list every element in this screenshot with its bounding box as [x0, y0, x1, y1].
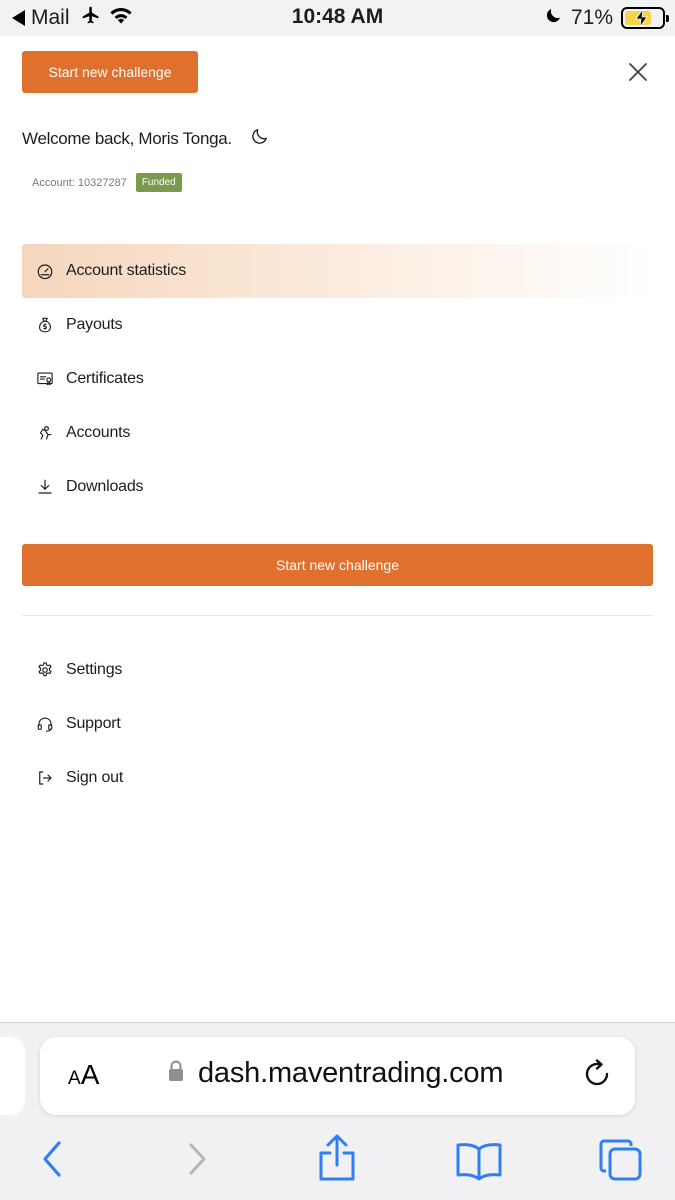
lock-icon — [168, 1057, 184, 1090]
share-icon[interactable] — [316, 1133, 358, 1188]
headset-icon — [36, 715, 54, 733]
welcome-message: Welcome back, Moris Tonga. — [22, 128, 232, 148]
reload-icon[interactable] — [583, 1057, 613, 1096]
funded-badge: Funded — [136, 173, 182, 192]
money-bag-icon — [36, 316, 54, 334]
back-icon[interactable] — [38, 1139, 66, 1184]
nav-item-downloads[interactable] — [22, 460, 653, 514]
url-text: dash.maventrading.com — [198, 1057, 504, 1089]
nav-item-accounts[interactable] — [22, 406, 653, 460]
nav-item-payouts[interactable] — [22, 298, 653, 352]
safari-bottom-bar — [0, 1022, 675, 1200]
sign-out-icon — [36, 769, 54, 787]
nav-item-account-statistics[interactable] — [22, 244, 653, 298]
nav-item-support[interactable] — [22, 697, 653, 751]
certificate-icon — [36, 370, 54, 388]
forward-icon[interactable] — [184, 1139, 212, 1184]
battery-charging-icon — [621, 7, 665, 29]
dark-mode-toggle-moon-icon[interactable] — [250, 126, 270, 151]
address-bar[interactable] — [40, 1037, 635, 1115]
moon-icon — [545, 5, 563, 31]
previous-tab-preview[interactable] — [0, 1037, 25, 1115]
divider — [22, 615, 653, 616]
bookmarks-icon[interactable] — [454, 1141, 504, 1186]
accounts-icon — [36, 424, 54, 442]
download-icon — [36, 478, 54, 496]
nav-item-certificates[interactable] — [22, 352, 653, 406]
gauge-icon — [36, 262, 54, 280]
nav-item-label: Settings — [66, 661, 123, 678]
nav-item-label: Downloads — [66, 478, 144, 495]
main-nav — [22, 244, 653, 514]
nav-item-label: Sign out — [66, 769, 124, 786]
start-new-challenge-button-top[interactable]: Start new challenge — [22, 51, 198, 93]
nav-item-label: Support — [66, 715, 121, 732]
secondary-nav — [22, 643, 653, 805]
account-info — [32, 173, 182, 192]
tabs-icon[interactable] — [598, 1137, 644, 1188]
gear-icon — [36, 661, 54, 679]
nav-item-label: Account statistics — [66, 262, 187, 279]
account-number: Account: 10327287 — [32, 176, 127, 189]
clock: 10:48 AM — [291, 5, 384, 28]
ios-status-bar — [0, 0, 675, 36]
battery-percent: 71% — [570, 6, 613, 29]
back-app-label: Mail — [31, 6, 70, 29]
nav-item-label: Accounts — [66, 424, 131, 441]
start-new-challenge-button-bottom[interactable]: Start new challenge — [22, 544, 653, 586]
nav-item-label: Payouts — [66, 316, 123, 333]
text-size-button[interactable]: AA — [68, 1059, 100, 1090]
nav-item-label: Certificates — [66, 370, 144, 387]
nav-item-settings[interactable] — [22, 643, 653, 697]
welcome-row — [22, 126, 270, 151]
close-icon[interactable] — [624, 58, 652, 86]
url-display[interactable] — [168, 1057, 503, 1090]
nav-item-sign-out[interactable] — [22, 751, 653, 805]
